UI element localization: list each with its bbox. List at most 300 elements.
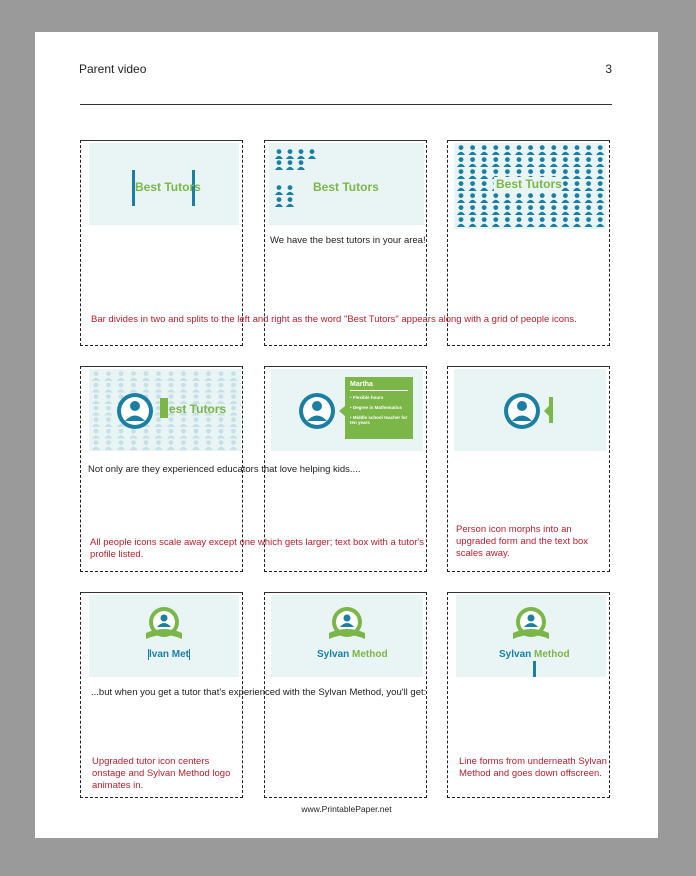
page-number: 3	[605, 62, 612, 76]
person-icon	[482, 157, 487, 162]
person-icon	[503, 224, 511, 227]
person-icon	[515, 164, 523, 167]
person-icon	[94, 406, 99, 411]
storyboard-page	[35, 32, 658, 838]
person-icon	[117, 435, 125, 438]
frame-6-thumbnail	[454, 369, 606, 451]
person-icon	[457, 212, 465, 215]
person-icon	[206, 429, 211, 434]
person-icon	[142, 447, 150, 450]
person-icon	[230, 412, 238, 415]
person-icon	[563, 145, 568, 150]
person-icon	[205, 378, 213, 381]
person-icon	[181, 383, 186, 388]
person-icon	[540, 145, 545, 150]
person-icon	[219, 417, 224, 422]
person-icon	[517, 169, 522, 174]
tutor-badge-icon	[325, 605, 369, 645]
person-icon	[231, 406, 236, 411]
person-icon	[192, 447, 200, 450]
person-icon	[517, 193, 522, 198]
header-rule	[80, 104, 612, 105]
person-icon	[503, 152, 511, 155]
person-icon	[469, 212, 477, 215]
person-icon	[598, 181, 603, 186]
person-icon	[288, 185, 293, 190]
person-icon	[493, 145, 498, 150]
person-icon	[575, 181, 580, 186]
person-icon	[194, 429, 199, 434]
person-icon	[106, 371, 111, 376]
person-icon	[457, 188, 465, 191]
person-icon	[169, 383, 174, 388]
person-icon	[231, 440, 236, 445]
person-icon	[219, 429, 224, 434]
person-icon	[144, 383, 149, 388]
person-icon	[119, 440, 124, 445]
logo-text: lvan Met	[149, 649, 190, 661]
person-icon	[459, 205, 464, 210]
person-icon	[457, 224, 465, 227]
person-icon	[106, 429, 111, 434]
frame-5-thumbnail	[271, 369, 423, 451]
frame-4-thumbnail	[89, 369, 241, 451]
person-icon	[596, 224, 604, 227]
person-icon	[92, 435, 100, 438]
person-icon	[206, 417, 211, 422]
text-cursor-bar	[189, 649, 190, 660]
person-icon	[482, 205, 487, 210]
person-icon	[493, 205, 498, 210]
person-icon	[561, 152, 569, 155]
person-icon	[192, 435, 200, 438]
person-icon	[515, 152, 523, 155]
person-icon	[528, 145, 533, 150]
frame-3-thumbnail	[454, 143, 606, 229]
person-icon	[538, 212, 546, 215]
sylvan-method-logo-text: Sylvan Method	[499, 649, 570, 660]
person-icon	[540, 205, 545, 210]
person-icon	[92, 412, 100, 415]
person-icon	[194, 383, 199, 388]
person-icon	[563, 193, 568, 198]
person-icon	[231, 383, 236, 388]
person-icon	[596, 152, 604, 155]
person-icon	[480, 212, 488, 215]
descending-line	[533, 661, 536, 677]
person-icon	[105, 424, 113, 427]
person-icon	[550, 200, 558, 203]
person-icon	[470, 145, 475, 150]
person-icon	[596, 188, 604, 191]
person-icon	[180, 424, 188, 427]
person-icon	[457, 200, 465, 203]
person-icon	[573, 164, 581, 167]
person-icon	[598, 145, 603, 150]
person-icon	[538, 152, 546, 155]
person-icon	[94, 394, 99, 399]
person-icon	[527, 164, 535, 167]
person-icon	[505, 205, 510, 210]
person-icon	[181, 371, 186, 376]
tutor-bullet-1: • Flexible hours	[350, 395, 384, 400]
person-icon	[117, 447, 125, 450]
person-icon	[105, 401, 113, 404]
person-icon	[470, 217, 475, 222]
person-icon	[482, 193, 487, 198]
person-icon	[142, 378, 150, 381]
person-icon	[493, 157, 498, 162]
person-icon	[167, 447, 175, 450]
animation-note-2-right: Person icon morphs into an upgraded form and the text box scales away.	[456, 524, 589, 559]
person-icon	[308, 156, 316, 159]
person-icon	[277, 160, 282, 165]
person-icon	[286, 167, 294, 170]
person-icon	[94, 417, 99, 422]
person-icon	[527, 200, 535, 203]
person-icon	[551, 145, 556, 150]
person-icon	[142, 435, 150, 438]
person-icon	[180, 378, 188, 381]
person-icon	[94, 440, 99, 445]
person-icon	[192, 389, 200, 392]
person-icon	[155, 424, 163, 427]
person-icon	[130, 447, 138, 450]
person-icon	[105, 435, 113, 438]
person-icon	[575, 145, 580, 150]
person-icon	[167, 389, 175, 392]
person-icon	[480, 224, 488, 227]
person-icon	[575, 157, 580, 162]
person-icon	[92, 378, 100, 381]
person-icon	[505, 217, 510, 222]
person-icon	[167, 435, 175, 438]
person-icon	[528, 205, 533, 210]
person-icon	[206, 394, 211, 399]
person-icon	[596, 176, 604, 179]
person-icon	[598, 193, 603, 198]
person-icon	[92, 447, 100, 450]
person-icon	[482, 217, 487, 222]
person-icon	[575, 217, 580, 222]
person-icon	[469, 152, 477, 155]
person-icon	[217, 424, 225, 427]
person-icon	[503, 200, 511, 203]
person-icon	[480, 176, 488, 179]
person-icon	[575, 169, 580, 174]
person-icon	[299, 160, 304, 165]
person-icon	[505, 193, 510, 198]
person-icon	[540, 157, 545, 162]
sylvan-method-logo-text: Sylvan Method	[317, 649, 388, 660]
person-icon	[586, 181, 591, 186]
person-icon	[277, 197, 282, 202]
person-icon	[561, 200, 569, 203]
person-icon	[219, 383, 224, 388]
person-icon	[459, 217, 464, 222]
person-icon	[469, 188, 477, 191]
person-icon	[106, 394, 111, 399]
person-icon	[231, 429, 236, 434]
person-icon	[550, 164, 558, 167]
person-icon	[551, 217, 556, 222]
person-icon	[155, 447, 163, 450]
person-icon	[288, 160, 293, 165]
person-icon	[206, 383, 211, 388]
person-icon	[573, 152, 581, 155]
person-icon	[527, 212, 535, 215]
person-icon	[230, 424, 238, 427]
person-icon	[573, 188, 581, 191]
person-icon	[563, 157, 568, 162]
footer-watermark: www.PrintablePaper.net	[301, 804, 392, 814]
tutor-badge-icon	[142, 605, 186, 645]
person-icon	[169, 371, 174, 376]
person-icon	[205, 447, 213, 450]
person-icon	[205, 389, 213, 392]
person-icon	[480, 200, 488, 203]
person-icon	[231, 394, 236, 399]
person-icon	[230, 378, 238, 381]
animation-note-2-left: All people icons scale away except one which gets larger; text box with a tutor's profile listed.	[90, 537, 424, 560]
person-icon	[206, 440, 211, 445]
person-icon	[457, 164, 465, 167]
person-icon	[596, 164, 604, 167]
person-icon	[528, 157, 533, 162]
person-icon	[598, 217, 603, 222]
person-icon	[540, 193, 545, 198]
person-icon	[482, 169, 487, 174]
frame-1-thumbnail	[89, 143, 239, 225]
person-icon	[551, 205, 556, 210]
person-icon	[482, 181, 487, 186]
person-icon	[275, 204, 283, 207]
person-icon	[517, 217, 522, 222]
person-icon	[94, 429, 99, 434]
person-icon	[482, 145, 487, 150]
tutor-name-rule	[350, 390, 408, 391]
person-icon	[206, 371, 211, 376]
person-icon	[517, 157, 522, 162]
person-icon	[180, 389, 188, 392]
person-icon	[230, 401, 238, 404]
tutor-name: Martha	[350, 381, 373, 388]
tutor-badge-icon	[509, 605, 553, 645]
person-icon	[469, 176, 477, 179]
person-icon	[169, 394, 174, 399]
person-icon	[480, 164, 488, 167]
person-icon	[457, 176, 465, 179]
person-icon	[144, 440, 149, 445]
person-icon	[573, 176, 581, 179]
person-icon	[563, 169, 568, 174]
person-icon	[155, 389, 163, 392]
person-icon	[469, 224, 477, 227]
shrinking-box-edge	[549, 397, 553, 423]
person-icon	[275, 156, 283, 159]
person-icon	[538, 224, 546, 227]
person-icon	[131, 440, 136, 445]
person-icon	[219, 394, 224, 399]
person-icon	[551, 169, 556, 174]
person-icon	[528, 193, 533, 198]
person-avatar-icon	[502, 391, 542, 431]
person-icon	[575, 193, 580, 198]
person-icon	[470, 205, 475, 210]
person-avatar-icon	[115, 391, 155, 431]
person-icon	[586, 145, 591, 150]
person-icon	[144, 371, 149, 376]
person-icon	[573, 224, 581, 227]
person-icon	[598, 205, 603, 210]
tutor-bullet-3: • Middle school teacher for ten years	[350, 415, 408, 425]
person-icon	[586, 205, 591, 210]
person-icon	[505, 169, 510, 174]
person-icon	[105, 389, 113, 392]
person-icon	[181, 429, 186, 434]
person-icon	[105, 412, 113, 415]
voiceover-line-3: ...but when you get a tutor that's experienced with the Sylvan Method, you'll get:	[91, 687, 427, 698]
person-icon	[92, 401, 100, 404]
person-icon	[563, 205, 568, 210]
person-icon	[105, 378, 113, 381]
person-icon	[492, 152, 500, 155]
person-icon	[106, 406, 111, 411]
person-icon	[493, 217, 498, 222]
person-icon	[230, 447, 238, 450]
person-icon	[459, 169, 464, 174]
person-icon	[517, 205, 522, 210]
person-icon	[586, 193, 591, 198]
person-icon	[130, 378, 138, 381]
person-icon	[156, 429, 161, 434]
person-icon	[563, 181, 568, 186]
person-icon	[181, 394, 186, 399]
person-icon	[217, 447, 225, 450]
person-icon	[130, 435, 138, 438]
person-icon	[181, 440, 186, 445]
person-icon	[515, 224, 523, 227]
person-icon	[493, 169, 498, 174]
person-icon	[561, 176, 569, 179]
person-icon	[131, 383, 136, 388]
person-icon	[194, 371, 199, 376]
tutor-profile-box	[345, 377, 413, 439]
person-icon	[181, 417, 186, 422]
green-bar	[160, 398, 168, 418]
person-icon	[180, 435, 188, 438]
person-icon	[492, 224, 500, 227]
person-icon	[515, 212, 523, 215]
animation-note-3-left: Upgraded tutor icon centers onstage and Sylvan Method logo animates in.	[92, 756, 231, 791]
person-icon	[586, 157, 591, 162]
person-icon	[585, 224, 593, 227]
person-icon	[585, 200, 593, 203]
person-icon	[297, 167, 305, 170]
person-icon	[277, 149, 282, 154]
person-icon	[457, 152, 465, 155]
person-icon	[459, 145, 464, 150]
person-icon	[596, 200, 604, 203]
person-icon	[219, 440, 224, 445]
person-icon	[205, 424, 213, 427]
person-icon	[492, 200, 500, 203]
person-icon	[169, 417, 174, 422]
person-icon	[527, 224, 535, 227]
person-icon	[469, 200, 477, 203]
person-icon	[217, 378, 225, 381]
person-icon	[480, 152, 488, 155]
frame-9-thumbnail	[456, 595, 606, 677]
person-icon	[310, 149, 315, 154]
person-icon	[194, 417, 199, 422]
person-icon	[194, 394, 199, 399]
person-icon	[528, 169, 533, 174]
best-tutors-label: Best Tutors	[313, 180, 379, 194]
person-icon	[528, 217, 533, 222]
person-icon	[459, 157, 464, 162]
person-icon	[493, 193, 498, 198]
person-icon	[470, 157, 475, 162]
person-icon	[563, 217, 568, 222]
person-icon	[169, 429, 174, 434]
person-icon	[286, 156, 294, 159]
person-icon	[503, 212, 511, 215]
animation-note-1: Bar divides in two and splits to the left and right as the word "Best Tutors" appears along with a grid of people icons.	[91, 314, 577, 325]
tutor-bullet-2: • Degree in Mathematics	[350, 405, 402, 410]
person-icon	[505, 145, 510, 150]
person-icon	[217, 389, 225, 392]
person-icon	[550, 212, 558, 215]
person-icon	[470, 169, 475, 174]
person-icon	[119, 371, 124, 376]
person-icon	[117, 378, 125, 381]
voiceover-line-2: Not only are they experienced educators that love helping kids....	[88, 464, 361, 475]
person-icon	[573, 200, 581, 203]
person-icon	[277, 185, 282, 190]
person-icon	[561, 164, 569, 167]
person-icon	[94, 371, 99, 376]
best-tutors-label: Best Tutors	[135, 180, 201, 194]
person-icon	[598, 169, 603, 174]
person-icon	[470, 193, 475, 198]
person-icon	[550, 224, 558, 227]
person-icon	[503, 164, 511, 167]
person-icon	[106, 440, 111, 445]
person-icon	[550, 152, 558, 155]
person-icon	[598, 157, 603, 162]
person-icon	[286, 192, 294, 195]
person-avatar-icon	[297, 391, 337, 431]
person-icon	[192, 424, 200, 427]
person-icon	[459, 193, 464, 198]
person-icon	[230, 435, 238, 438]
person-icon	[219, 371, 224, 376]
person-icon	[92, 389, 100, 392]
person-icon	[515, 200, 523, 203]
person-icon	[131, 371, 136, 376]
frame-8-thumbnail	[271, 595, 423, 677]
voiceover-line-1: We have the best tutors in your area!	[270, 235, 426, 246]
person-icon	[297, 156, 305, 159]
person-icon	[105, 447, 113, 450]
person-icon	[106, 417, 111, 422]
frame-2-thumbnail	[269, 143, 424, 225]
person-icon	[586, 217, 591, 222]
person-icon	[217, 435, 225, 438]
person-icon	[596, 212, 604, 215]
person-icon	[94, 383, 99, 388]
